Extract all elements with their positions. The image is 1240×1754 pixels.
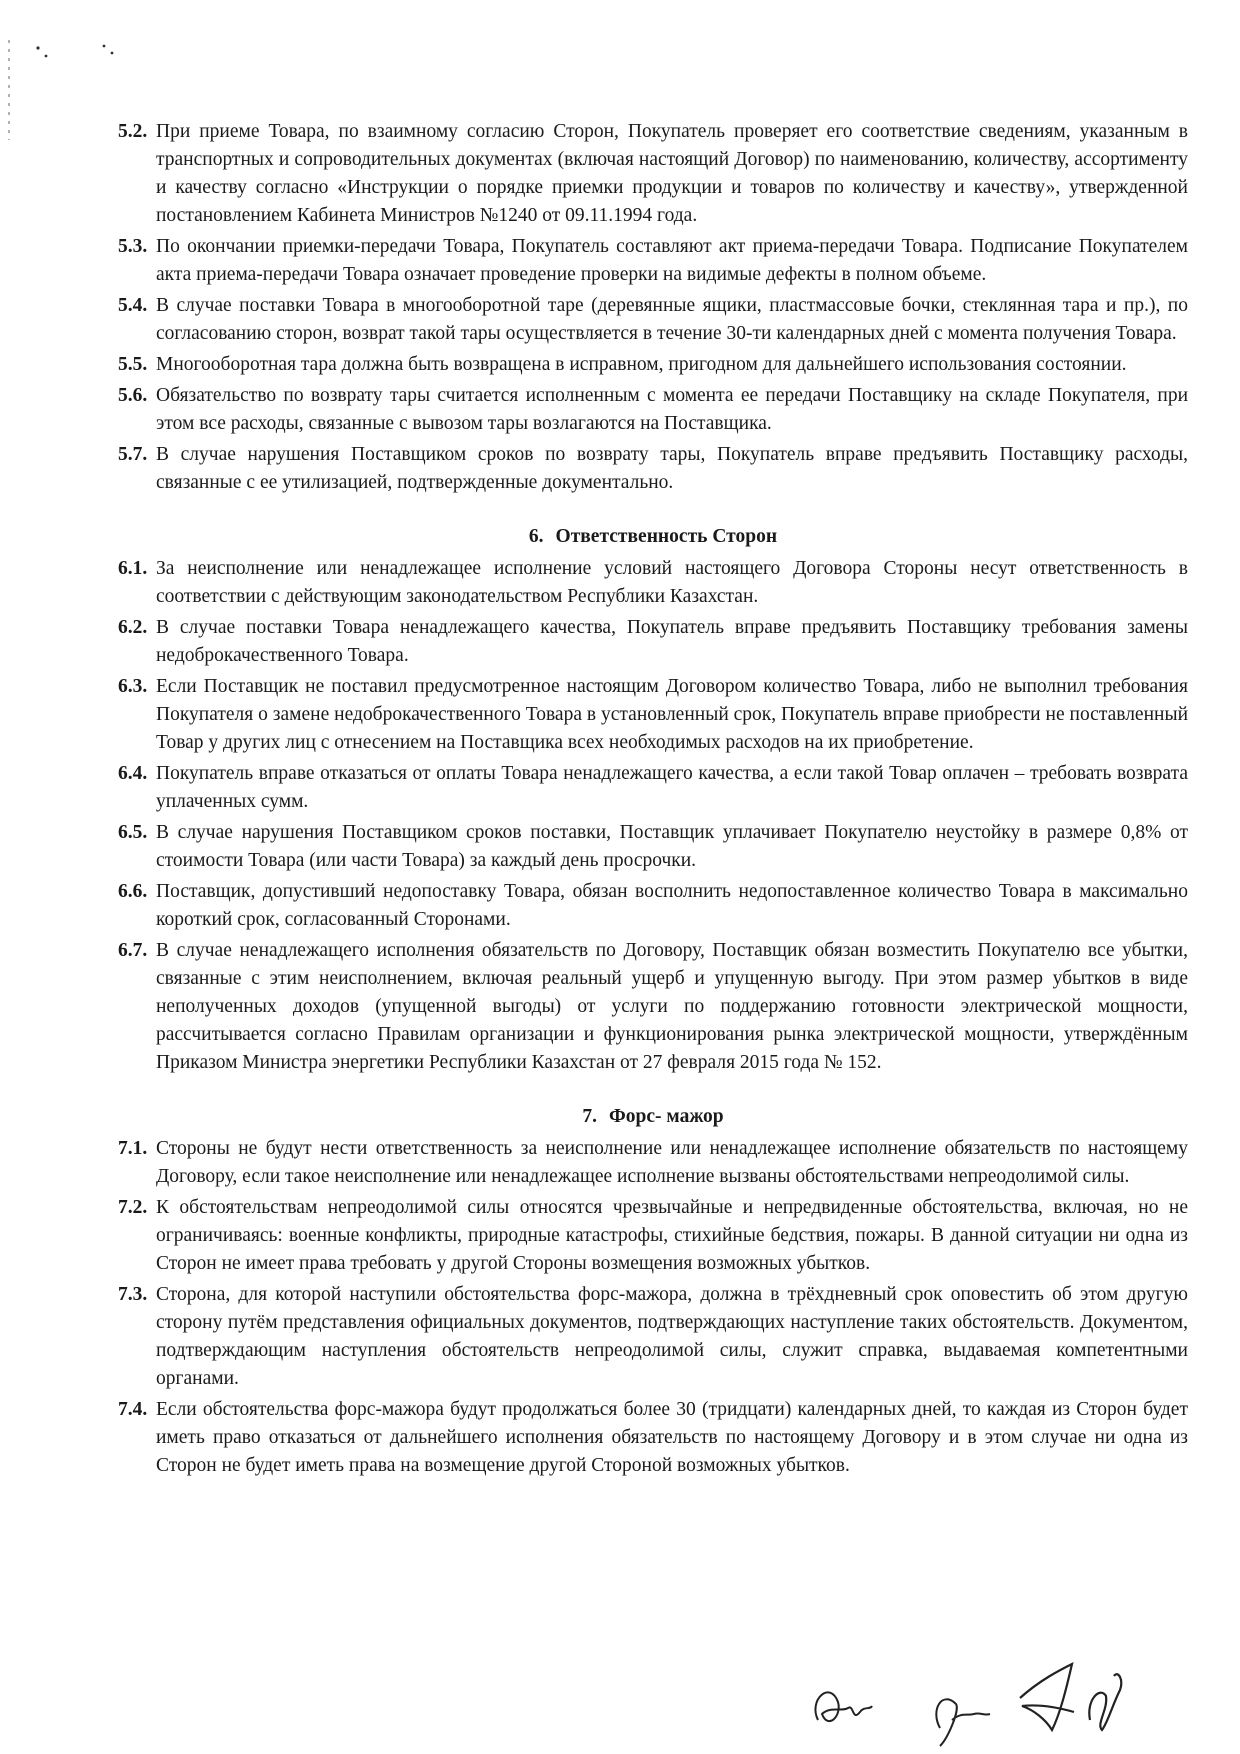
clause-6-1 [118,555,1188,611]
section-heading [118,1103,1188,1131]
clause-5-3 [118,233,1188,289]
clause-number: 6.7. [118,940,148,961]
clause-number: 5.6. [118,385,148,406]
section-7 [118,1103,1188,1480]
clause-5-5 [118,351,1188,379]
signatures [790,1650,1210,1750]
clause-7-3 [118,1281,1188,1393]
clause-7-1 [118,1135,1188,1191]
clause-number: 6.2. [118,617,148,638]
clause-text: Покупатель вправе отказаться от оплаты Товара ненадлежащего качества, а если такой Товар оплачен – требовать возврата уплаченных сумм. [156,763,1188,812]
clause-5-6 [118,382,1188,438]
clause-5-4 [118,292,1188,348]
clause-number: 6.5. [118,822,148,843]
clause-number: 7.3. [118,1284,148,1305]
clause-6-3 [118,673,1188,757]
clause-7-4 [118,1396,1188,1480]
document-body [118,118,1188,1483]
clause-number: 5.7. [118,444,148,465]
clause-number: 5.3. [118,236,148,257]
clause-text: При приеме Товара, по взаимному согласию Сторон, Покупатель проверяет его соответствие сведениям, указанным в транспортных и сопроводительных документах (включая настоящий Договор) по наименованию, количеству, ассортименту и качеству согласно «Инструкции о порядке приемки продукции и товаров по количеству и качеству», утвержденной постановлением Кабинета Министров №1240 от 09.11.1994 года. [156,121,1188,226]
clause-number: 5.4. [118,295,148,316]
section-number: 7. [582,1106,598,1127]
clause-7-2 [118,1194,1188,1278]
section-5 [118,118,1188,497]
clause-number: 6.4. [118,763,148,784]
clause-6-5 [118,819,1188,875]
signature-1 [815,1692,872,1721]
section-heading [118,523,1188,551]
clause-text: Сторона, для которой наступили обстоятельства форс-мажора, должна в трёхдневный срок оповестить об этом другую сторону путём представления официальных документов, подтверждающих наступление таких обстоятельств. Документом, подтверждающим наступления обстоятельств непреодолимой силы, служит справка, выдаваемая компетентными органами. [156,1284,1188,1389]
clause-text: За неисполнение или ненадлежащее исполнение условий настоящего Договора Стороны несут ответственность в соответствии с действующим законодательством Республики Казахстан. [156,558,1188,607]
section-title: Форс- мажор [609,1106,724,1127]
section-number: 6. [528,526,544,547]
signature-3 [1020,1664,1074,1730]
clause-5-2 [118,118,1188,230]
clause-text: К обстоятельствам непреодолимой силы относятся чрезвычайные и непредвиденные обстоятельства, включая, но не ограничиваясь: военные конфликты, природные катастрофы, стихийные бедствия, пожары. В данной ситуации ни одна из Сторон не имеет права требовать у другой Стороны возмещения возможных убытков. [156,1197,1188,1274]
clause-number: 6.6. [118,881,148,902]
clause-text: В случае ненадлежащего исполнения обязательств по Договору, Поставщик обязан возместить Покупателю все убытки, связанные с этим неисполнением, включая реальный ущерб и упущенную выгоду. При этом размер убытков в виде неполученных доходов (упущенной выгоды) от услуги по поддержанию готовности электрической мощности, рассчитывается согласно Правилам организации и функционирования рынка электрической мощности, утверждённым Приказом Министра энергетики Республики Казахстан от 27 февраля 2015 года № 152. [156,940,1188,1073]
clause-text: Обязательство по возврату тары считается исполненным с момента ее передачи Поставщику на складе Покупателя, при этом все расходы, связанные с вывозом тары возлагаются на Поставщика. [156,385,1188,434]
clause-text: Если Поставщик не поставил предусмотренное настоящим Договором количество Товара, либо не выполнил требования Покупателя о замене недоброкачественного Товара в установленный срок, Покупатель вправе приобрести не поставленный Товар у других лиц с отнесением на Поставщика всех необходимых расходов на их приобретение. [156,676,1188,753]
clause-number: 7.1. [118,1138,148,1159]
clause-number: 5.2. [118,121,148,142]
clause-text: По окончании приемки-передачи Товара, Покупатель составляют акт приема-передачи Товара. Подписание Покупателем акта приема-передачи Товара означает проведение проверки на видимые дефекты в полном объеме. [156,236,1188,285]
clause-text: В случае нарушения Поставщиком сроков поставки, Поставщик уплачивает Покупателю неустойку в размере 0,8% от стоимости Товара (или части Товара) за каждый день просрочки. [156,822,1188,871]
clause-6-6 [118,878,1188,934]
clause-number: 7.4. [118,1399,148,1420]
clause-5-7 [118,441,1188,497]
clause-text: В случае поставки Товара ненадлежащего качества, Покупатель вправе предъявить Поставщику требования замены недоброкачественного Товара. [156,617,1188,666]
signature-4 [1089,1674,1121,1730]
clause-number: 5.5. [118,354,148,375]
clause-text: Поставщик, допустивший недопоставку Товара, обязан восполнить недопоставленное количество Товара в максимально короткий срок, согласованный Сторонами. [156,881,1188,930]
clause-6-7 [118,937,1188,1077]
clause-text: Многооборотная тара должна быть возвращена в исправном, пригодном для дальнейшего использования состоянии. [156,354,1127,375]
clause-number: 7.2. [118,1197,148,1218]
signature-2 [936,1699,990,1746]
clause-text: Стороны не будут нести ответственность за неисполнение или ненадлежащее исполнение обязательств по настоящему Договору, если такое неисполнение или ненадлежащее исполнение вызваны обстоятельствами непреодолимой силы. [156,1138,1188,1187]
clause-6-2 [118,614,1188,670]
clause-text: В случае поставки Товара в многооборотной таре (деревянные ящики, пластмассовые бочки, стеклянная тара и пр.), по согласованию сторон, возврат такой тары осуществляется в течение 30-ти календарных дней с момента получения Товара. [156,295,1188,344]
clause-text: Если обстоятельства форс-мажора будут продолжаться более 30 (тридцати) календарных дней, то каждая из Сторон будет иметь право отказаться от дальнейшего исполнения обязательств по настоящему Договору и в этом случае ни одна из Сторон не будет иметь права на возмещение другой Стороной возможных убытков. [156,1399,1188,1476]
clause-number: 6.1. [118,558,148,579]
clause-6-4 [118,760,1188,816]
clause-number: 6.3. [118,676,148,697]
clause-text: В случае нарушения Поставщиком сроков по возврату тары, Покупатель вправе предъявить Поставщику расходы, связанные с ее утилизацией, подтвержденные документально. [156,444,1188,493]
section-6 [118,523,1188,1077]
section-title: Ответственность Сторон [555,526,778,547]
